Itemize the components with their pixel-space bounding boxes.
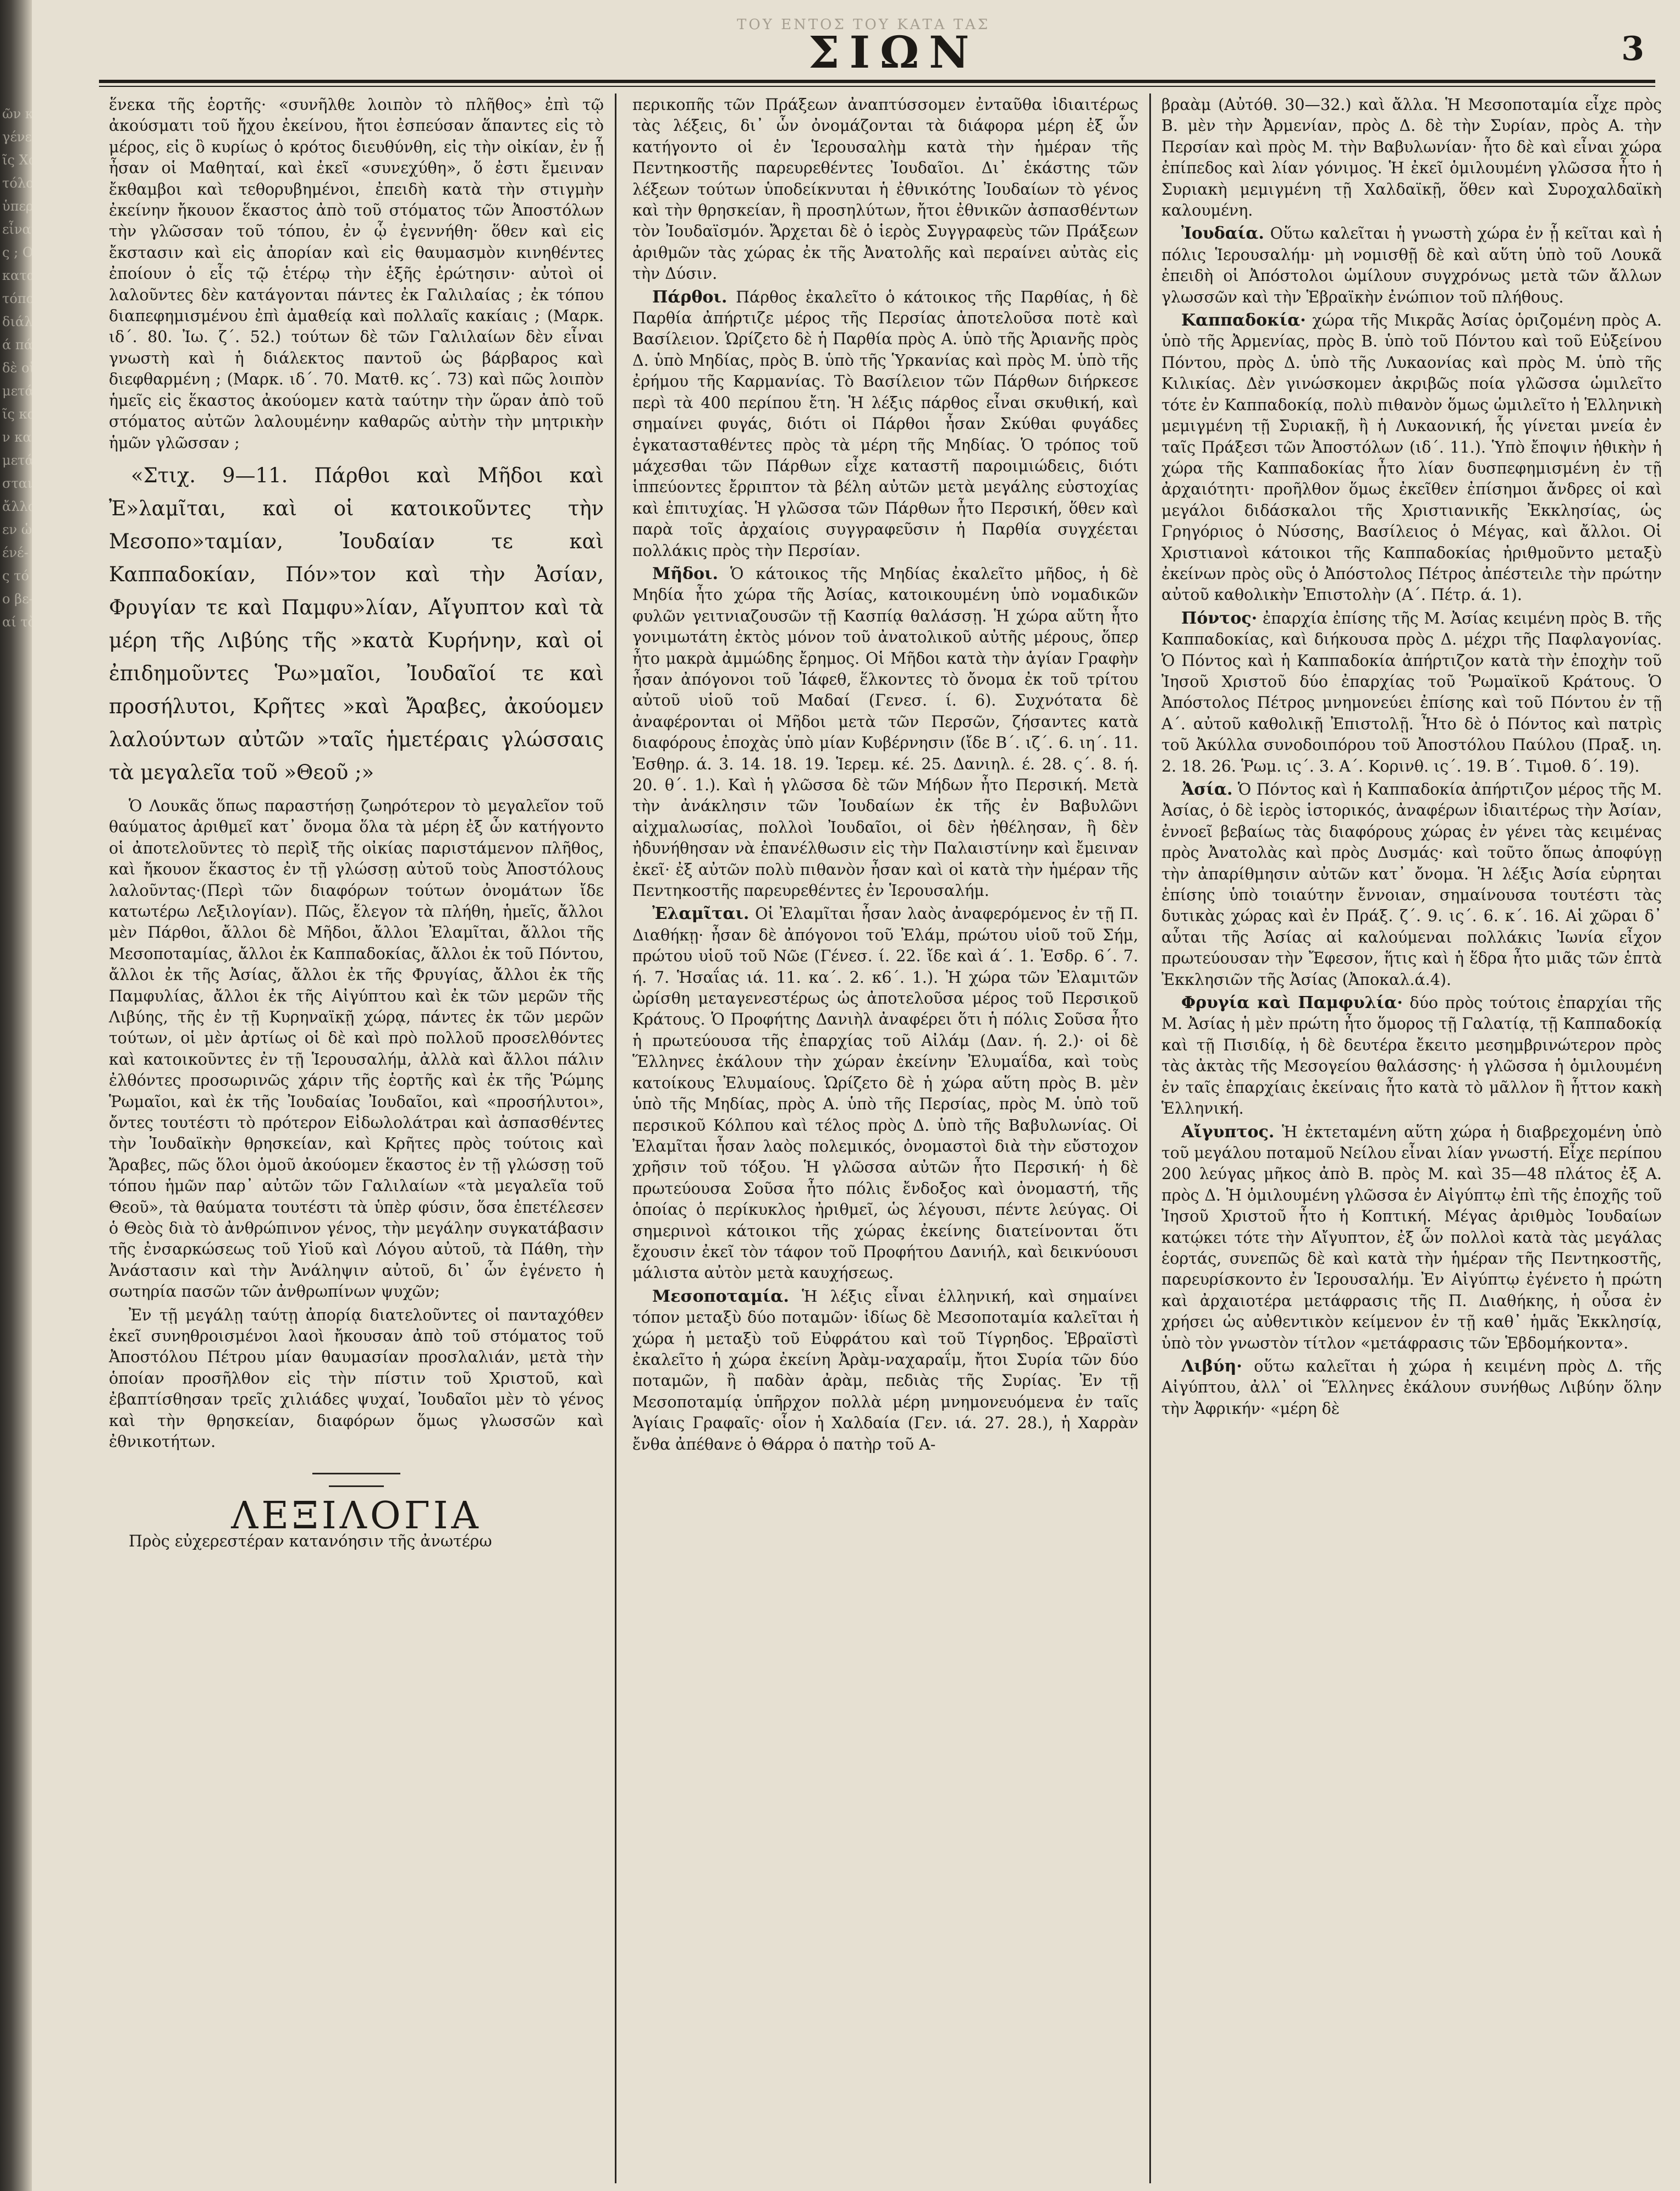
scripture-quote: [109, 459, 604, 789]
header-rule: [99, 80, 1655, 83]
edge-fragment: ῖς κα-: [2, 406, 41, 422]
entry-kappadokia: [1161, 310, 1662, 606]
entry-heading: Μεσοποταμία.: [652, 1286, 789, 1306]
entry-heading: Αἴγυπτος.: [1181, 1122, 1275, 1142]
entry-heading: Μῆδοι.: [652, 564, 718, 583]
edge-fragment: μετά: [2, 383, 34, 399]
left-page-edge: [0, 0, 48, 2191]
entry-text: Πάρθος ἐκαλεῖτο ὁ κάτοικος τῆς Παρθίας, ἡ δὲ Παρθία ἀπήρτιζε μέρος τῆς Περσίας ἀποτελοῦσα ποτὲ καὶ Βασίλειον. Ὡρίζετο δὲ ἡ Παρθία πρὸς Α. ὑπὸ τῆς Ἀριανῆς πρὸς Δ. ὑπὸ Μηδίας, πρὸς Β. ὑπὸ τῆς Ὑρκανίας καὶ πρὸς Μ. ὑπὸ τῆς ἐρήμου τῆς Καρμανίας. Τὸ Βασίλειον τῶν Πάρθων διήρκεσε περὶ τὰ 400 περίπου ἔτη. Ἡ λέξις πάρθος εἶναι σκυθική, καὶ σημαίνει φυγάς, διότι οἱ Πάρθοι ἦσαν Σκύθαι φυγάδες ἐγκατασταθέντες πρὸς τὰ μέρη τῆς Μηδίας. Ὁ τρόπος τοῦ μάχεσθαι τῶν Πάρθων εἶχε καταστῆ παροιμιώδεις, διότι ἱππεύοντες ἔρριπτον τὰ βέλη αὐτῶν μετὰ μεγάλης εὐστοχίας καὶ ἐπιτυχίας. Ἡ γλῶσσα τῶν Πάρθων ἦτο Περσική, ὅθεν καὶ παρὰ τοῖς ἀρχαίοις συγγραφεῦσιν ἡ Παρθία συγχέεται πολλάκις πρὸς τὴν Περσίαν.: [632, 288, 1138, 560]
edge-fragment: αί τὸ: [2, 614, 36, 630]
edge-fragment: γένετο: [2, 129, 47, 145]
entry-text: χώρα τῆς Μικρᾶς Ἀσίας ὁριζομένη πρὸς Α. ὑπὸ τῆς Ἀρμενίας, πρὸς Β. ὑπὸ τοῦ Πόντου καὶ τοῦ Εὐξείνου Πόντου, πρὸς Δ. ὑπὸ τῆς Λυκαονίας καὶ πρὸς Μ. ὑπὸ τῆς Κιλικίας. Δὲν γινώσκομεν ἀκριβῶς ποία γλῶσσα ὡμιλεῖτο τότε ἐν Καππαδοκίᾳ, πολὺ πιθανὸν ὅμως ὡμιλεῖτο ἡ Ἑλληνικὴ μεμιγμένη τῇ Συριακῇ, ἢ ἡ Λυκαονική, ἧς γίνεται μνεία ἐν ταῖς Πράξεσι τῶν Ἀποστόλων (ιδ΄. 11.). Ὑπὸ ἔποψιν ἠθικὴν ἡ χώρα τῆς Καππαδοκίας ἦτο λίαν δυσπεφημισμένη ἐν τῇ ἀρχαιότητι· προῆλθον ὅμως ἐκεῖθεν ἐπίσημοι ἄνδρες οἱ καὶ μεγάλοι διδάσκαλοι τῆς Χριστιανικῆς Ἐκκλησίας, ὡς Γρηγόριος ὁ Νύσσης, Βασίλειος ὁ Μέγας, καὶ ἄλλοι. Οἱ Χριστιανοὶ κάτοικοι τῆς Καππαδοκίας ἠριθμοῦντο μεταξὺ ἐκείνων πρὸς οὓς ὁ Ἀπόστολος Πέτρος ἀπέστειλε τὴν πρώτην αὐτοῦ καθολικὴν Ἐπιστολὴν (Α΄. Πέτρ. ά. 1).: [1161, 311, 1662, 604]
section-divider: [329, 1485, 384, 1487]
entry-heading: Ἐλαμῖται.: [652, 904, 750, 924]
edge-fragment: εν ὡ-: [2, 522, 37, 537]
entry-heading: Φρυγία καὶ Παμφυλία·: [1181, 993, 1403, 1013]
entry-heading: Λιβύη·: [1181, 1356, 1242, 1376]
edge-fragment: ένέ-: [2, 545, 29, 560]
edge-fragment: ς τό: [2, 568, 29, 583]
page-number: 3: [1621, 30, 1644, 68]
entry-mesopotamia: [632, 1286, 1138, 1455]
paragraph: περικοπῆς τῶν Πράξεων ἀναπτύσσομεν ἐνταῦθα ἰδιαιτέρως τὰς λέξεις, δι᾽ ὧν ὀνομάζονται τὰ διάφορα μέρη ἐξ ὧν κατήγοντο οἱ ἐν Ἱερουσαλὴμ κατὰ τὴν ἡμέραν τῆς Πεντηκοστῆς παρευρεθέντες Ἰουδαῖοι. Δι᾽ ἑκάστης τῶν λέξεων τούτων ὑποδείκνυται ἡ ἐθνικότης Ἰουδαίων τὸ γένος καὶ τὴν θρησκείαν, ἢ προσηλύτων, ἤτοι ἐθνικῶν ἀσπασθέντων τὸν Ἰουδαϊσμόν. Ἄρχεται δὲ ὁ ἱερὸς Συγγραφεὺς τῶν Πράξεων ἀριθμῶν τὰς χώρας ἐκ τῆς Ἀνατολῆς καὶ περαίνει αὐτὰς εἰς τὴν Δύσιν.: [632, 96, 1138, 283]
quote-text: «Στιχ. 9—11. Πάρθοι καὶ Μῆδοι καὶ Ἐ»λαμῖται, καὶ οἱ κατοικοῦντες τὴν Μεσοπο»ταμίαν, Ἰουδαίαν τε καὶ Καππαδοκίαν, Πόν»τον καὶ τὴν Ἀσίαν, Φρυγίαν τε καὶ Παμφυ»λίαν, Αἴγυπτον καὶ τὰ μέρη τῆς Λιβύης τῆς »κατὰ Κυρήνην, καὶ οἱ ἐπιδημοῦντες Ῥω»μαῖοι, Ἰουδαῖοί τε καὶ προσήλυτοι, Κρῆτες »καὶ Ἄραβες, ἀκούομεν λαλούντων αὐτῶν »ταῖς ἡμετέραις γλώσσαις τὰ μεγαλεῖα τοῦ »Θεοῦ ;»: [109, 463, 604, 784]
paragraph: βραὰμ (Αὐτόθ. 30—32.) καὶ ἄλλα. Ἡ Μεσοποταμία εἶχε πρὸς Β. μὲν τὴν Ἀρμενίαν, πρὸς Δ. δὲ τὴν Συρίαν, πρὸς Α. τὴν Περσίαν καὶ πρὸς Μ. τὴν Βαβυλωνίαν· ἦτο δὲ καὶ εἶναι χώρα ἐπίπεδος καὶ λίαν γόνιμος. Ἡ ἐκεῖ ὁμιλουμένη γλῶσσα ἦτο ἡ Συριακὴ μεμιγμένη τῇ Χαλδαϊκῇ, ὅθεν καὶ Συροχαλδαϊκὴ καλουμένη.: [1161, 96, 1662, 220]
paragraph: Ἐν τῇ μεγάλῃ ταύτῃ ἀπορίᾳ διατελοῦντες οἱ πανταχόθεν ἐκεῖ συνηθροισμένοι λαοὶ ἤκουσαν ἀπὸ τοῦ στόματος τοῦ Ἀποστόλου Πέτρου μίαν θαυμασίαν προσλαλιάν, μετὰ τὴν ὁποίαν προσῆλθον εἰς τὴν πίστιν τοῦ Χριστοῦ, καὶ ἐβαπτίσθησαν τρεῖς χιλιάδες ψυχαί, Ἰουδαῖοι μὲν τὸ γένος καὶ τὴν θρησκείαν, διαφόρων ὅμως γλωσσῶν καὶ ἐθνικοτήτων.: [109, 1306, 604, 1451]
edge-fragment: μετά: [2, 453, 34, 468]
section-divider: [312, 1473, 400, 1474]
column-1: [109, 95, 604, 1554]
column-separator: [615, 93, 616, 2183]
entry-aigyptos: [1161, 1122, 1662, 1354]
entry-text: Οὕτω καλεῖται ἡ γνωστὴ χώρα ἐν ᾗ κεῖται καὶ ἡ πόλις Ἱερουσαλήμ· μὴ νομισθῇ δὲ καὶ αὕτη ὑπὸ τοῦ Λουκᾶ ἐπειδὴ οἱ Ἀπόστολοι ὡμίλουν συγχρόνως μετὰ τῶν ἄλλων γλωσσῶν καὶ τὴν Ἑβραϊκὴν ἐνώπιον τοῦ πλήθους.: [1161, 224, 1662, 306]
edge-fragment: τόπου: [2, 291, 42, 306]
edge-fragment: ς ; Οἱ: [2, 245, 38, 260]
column-separator: [1149, 93, 1151, 2183]
entry-text: ἐπαρχία ἐπίσης τῆς Μ. Ἀσίας κειμένη πρὸς Β. τῆς Καππαδοκίας, καὶ διήκουσα πρὸς Δ. μέχρι τῆς Παφλαγονίας. Ὁ Πόντος καὶ ἡ Καππαδοκία ἀπήρτιζον κατὰ τὴν ἐποχὴν τοῦ Ἰησοῦ Χριστοῦ δύο ἐπαρχίας τοῦ Ῥωμαϊκοῦ Κράτους. Ὁ Ἀπόστολος Πέτρος μνημονεύει ἐπίσης καὶ τοῦ Πόντου ἐν τῇ Α΄. αὐτοῦ καθολικῇ Ἐπιστολῇ. Ἦτο δὲ ὁ Πόντος καὶ πατρὶς τοῦ Ἀκύλλα συνοδοιπόρου τοῦ Ἀποστόλου Παύλου (Πραξ. ιη. 2. 18. 26. Ῥωμ. ις΄. 3. Α΄. Κορινθ. ις΄. 19. Β΄. Τιμοθ. δ΄. 19).: [1161, 609, 1662, 775]
edge-fragment: ά πά-: [2, 337, 37, 353]
masthead: [99, 16, 1655, 88]
entry-asia: [1161, 779, 1662, 990]
entry-medoi: [632, 564, 1138, 902]
edge-fragment: τόλοι,: [2, 175, 43, 191]
entry-text: Ἡ λέξις εἶναι ἑλληνική, καὶ σημαίνει τόπον μεταξὺ δύο ποταμῶν· ἰδίως δὲ Μεσοποταμία καλεῖται ἡ χώρα ἡ μεταξὺ τοῦ Εὐφράτου καὶ τοῦ Τίγρηδος. Ἑβραϊστὶ ἐκαλεῖτο ἡ χώρα ἐκείνη Ἀρὰμ-ναχαραΐμ, ἤτοι Συρία τῶν δύο ποταμῶν, ἢ παδὰν ἀρὰμ, πεδιὰς τῆς Συρίας. Ἐν τῇ Μεσοποταμίᾳ ὑπῆρχον πολλὰ μέρη μνημονευόμενα ἐν ταῖς Ἁγίαις Γραφαῖς· οἷον ἡ Χαλδαία (Γεν. ιά. 27. 28.), ἡ Χαρρὰν ἔνθα ἀπέθανε ὁ Θάρρα ὁ πατὴρ τοῦ Α-: [632, 1287, 1138, 1454]
entry-text: Ὁ Πόντος καὶ ἡ Καππαδοκία ἀπήρτιζον μέρος τῆς Μ. Ἀσίας, ὁ δὲ ἱερὸς ἱστορικός, ἀναφέρων ἰδιαιτέρως τὴν Ἀσίαν, ἐννοεῖ βεβαίως τὰς διαφόρους χώρας ἐν γένει τὰς κειμένας πρὸς Ἀνατολὰς καὶ πρὸς Δυσμάς· καὶ τοῦτο ὅπως ἀποφύγῃ τὴν ἀπαρίθμησιν αὐτῶν κατ᾽ ὄνομα. Ἡ λέξις Ἀσία εὑρηται ἐπίσης ὑπὸ τοιαύτην ἔννοιαν, σημαίνουσα τουτέστι τὰς δυτικὰς χώρας καὶ ἐν Πράξ. ζ΄. 9. ις΄. 6. κ΄. 16. Αἱ χῶραι δ᾽ αὗται τῆς Ἀσίας αἱ καλούμεναι πολλάκις Ἰωνία εἶχον πρωτεύουσαν τὴν Ἔφεσον, ἥτις καὶ ἡ ἕδρα ἦτο μιᾶς τῶν ἑπτὰ Ἐκκλησιῶν τῆς Ἀσίας (Ἀποκαλ.ά.4).: [1161, 780, 1662, 989]
edge-fragment: ἄλλας: [2, 499, 45, 514]
section-heading-lexilogia: ΛΕΞΙΛΟΓΙΑ: [231, 1494, 482, 1538]
paragraph: ἕνεκα τῆς ἑορτῆς· «συνῆλθε λοιπὸν τὸ πλῆθος» ἐπὶ τῷ ἀκούσματι τοῦ ἤχου ἐκείνου, ἤτοι ἐσπεύσαν ἅπαντες εἰς τὸ μέρος, εἰς ὃ κυρίως ὁ κρότος διευθύνθη, εἰς τὴν οἰκίαν, ἐν ᾗ ἦσαν οἱ Μαθηταί, καὶ ἐκεῖ «συνεχύθη», ὅ ἐστι ἔμειναν ἔκθαμβοι καὶ τεθορυβημένοι, ἐπειδὴ κατὰ τὴν στιγμὴν ἐκείνην ἤκουον ἕκαστος ἀπὸ τοῦ στόματος τῶν Ἀποστόλων τὴν γλῶσσαν τοῦ τόπου, ἐν ᾧ ἐγεννήθη· ὅθεν καὶ εἰς ἔκστασιν καὶ εἰς ἀπορίαν καὶ εἰς θαυμασμὸν κινηθέντες ἐποίουν ὁ εἷς τῷ ἑτέρῳ τὴν ἑξῆς ἐρώτησιν· αὐτοὶ οἱ λαλοῦντες δὲν κατάγονται πάντες ἐκ Γαλιλαίας ; ἐκ τόπου διαπεφημισμένου ἐπὶ ἀμαθείᾳ καὶ πολλαῖς κακίαις ; (Μαρκ. ιδ΄. 80. Ἰω. ζ΄. 52.) τούτων δὲ τῶν Γαλιλαίων δὲν εἶναι γνωστὴ καὶ ἡ διάλεκτος παντοῦ ὡς βάρβαρος καὶ διεφθαρμένη ; (Μαρκ. ιδ΄. 70. Ματθ. κς΄. 73) καὶ πῶς λοιπὸν ἡμεῖς εἰς ἕκαστος ἀκούομεν κατὰ ταύτην τὴν ὥραν ἀπὸ τοῦ στόματος αὐτῶν λαλουμένην καθαρῶς αὐτὴν τὴν μητρικὴν ἡμῶν γλῶσσαν ;: [109, 96, 604, 452]
entry-heading: Πάρθοι.: [652, 287, 728, 307]
entry-heading: Ἀσία.: [1181, 780, 1233, 799]
entry-text: Ἡ ἐκτεταμένη αὕτη χώρα ἡ διαβρεχομένη ὑπὸ τοῦ μεγάλου ποταμοῦ Νείλου εἶναι λίαν γνωστή. Εἶχε περίπου 200 λεύγας μῆκος ἀπὸ Β. πρὸς Μ. καὶ 35—48 πλάτος ἐξ Α. πρὸς Δ. Ἡ ὁμιλουμένη γλῶσσα ἐν Αἰγύπτῳ ἐπὶ τῆς ἐποχῆς τοῦ Ἰησοῦ Χριστοῦ ἦτο ἡ Κοπτική. Μέγας ἀριθμὸς Ἰουδαίων κατῴκει τότε τὴν Αἴγυπτον, ἐξ ὧν πολλοὶ κατὰ τὰς μεγάλας ἑορτάς, συνεπῶς δὲ καὶ κατὰ τὴν ἡμέραν τῆς Πεντηκοστῆς, παρευρίσκοντο ἐν Ἱερουσαλήμ. Ἐν Αἰγύπτῳ ἐγένετο ἡ πρώτη καὶ ἀρχαιοτέρα μετάφρασις τῆς Π. Διαθήκης, ἡ οὖσα ἐν χρήσει ὡς αὐθεντικὸν κείμενον ἐν τῇ καθ᾽ ἡμᾶς Ἐκκλησίᾳ, ὑπὸ τὸν γνωστὸν τίτλον «μετάφρασις τῶν Ἑβδομήκοντα».: [1161, 1122, 1662, 1352]
entry-text: Ὁ κάτοικος τῆς Μηδίας ἐκαλεῖτο μῆδος, ἡ δὲ Μηδία ἦτο χώρα τῆς Ἀσίας, κατοικουμένη ὑπὸ νομαδικῶν φυλῶν γειτνιαζουσῶν τῇ Κασπίᾳ θαλάσσῃ. Ἡ χώρα αὕτη ἦτο γονιμωτάτη ἐκτὸς μόνον τοῦ ἀνατολικοῦ αὐτῆς μέρους, ὅπερ ἦτο μακρὰ ἀμμώδης ἔρημος. Οἱ Μῆδοι κατὰ τὴν ἁγίαν Γραφὴν ἦσαν ἀπόγονοι τοῦ Ἰάφεθ, ἕλκοντες τὸ ὄνομα ἐκ τοῦ τρίτου αὐτοῦ υἱοῦ τοῦ Μαδαί (Γενεσ. ί. 6). Συχνότατα δὲ ἀναφέρονται οἱ Μῆδοι μετὰ τῶν Περσῶν, ζήσαντες κατὰ διαφόρους ἐποχὰς ὑπὸ μίαν Κυβέρνησιν (ἴδε Β΄. ιζ΄. 6. ιη΄. 11. Ἐσθηρ. ά. 3. 14. 18. 19. Ἱερεμ. κέ. 25. Δανιηλ. έ. 28. ς΄. 8. ή. 20. θ΄. 1.). Καὶ ἡ γλῶσσα δὲ τῶν Μήδων ἦτο Περσική. Μετὰ τὴν ἀνάκλησιν τῶν Ἰουδαίων ἐκ τῆς ἐν Βαβυλῶνι αἰχμαλωσίας, πολλοὶ Ἰουδαῖοι, οἱ δὲν ἠθέλησαν, ἢ δὲν ἠδυνήθησαν νὰ ἐπανέλθωσιν εἰς τὴν Παλαιστίνην καὶ ἔμειναν ἐκεῖ· ἐξ αὐτῶν πολὺ πιθανὸν ἦσαν καὶ οἱ κατὰ τὴν ἡμέραν τῆς Πεντηκοστῆς παρευρεθέντες ἐν Ἱερουσαλήμ.: [632, 564, 1139, 900]
column-3: [1161, 95, 1662, 1422]
edge-fragment: δὲ οἱ: [2, 360, 35, 376]
edge-fragment: κατα-: [2, 268, 40, 283]
edge-fragment: ὑπερ-: [2, 199, 38, 214]
entry-elamitai: [632, 904, 1138, 1284]
entry-frygia: [1161, 993, 1662, 1119]
edge-fragment: ῖς Χα-: [2, 152, 42, 168]
edge-fragment: ῶν καὶ: [2, 106, 48, 122]
edge-fragment: ν καὶ: [2, 430, 37, 445]
entry-heading: Καππαδοκία·: [1181, 311, 1306, 331]
edge-fragment: εἶναι: [2, 222, 37, 237]
entry-pontos: [1161, 608, 1662, 777]
column-2: [632, 95, 1138, 1457]
entry-heading: Ἰουδαία.: [1181, 224, 1264, 244]
entry-text: οὕτω καλεῖται ἡ χώρα ἡ κειμένη πρὸς Δ. τῆς Αἰγύπτου, ἀλλ᾽ οἱ Ἕλληνες ἐκάλουν συνήθως Λιβύην ὅλην τὴν Ἀφρικήν· «μέρη δὲ: [1161, 1357, 1662, 1418]
entry-text: δύο πρὸς τούτοις ἐπαρχίαι τῆς Μ. Ἀσίας ἡ μὲν πρώτη ἦτο ὅμορος τῇ Γαλατίᾳ, τῇ Καππαδοκίᾳ καὶ τῇ Πισιδίᾳ, ἡ δὲ δευτέρα ἔκειτο μεσημβρινώτερον πρὸς τὰς ἀκτὰς τῆς Μεσογείου θαλάσσης· ἡ γλῶσσα ἡ ὁμιλουμένη ἐν ταῖς ἐπαρχίαις ἐκείναις ἦτο κατὰ τὸ μᾶλλον ἢ ἧττον κακὴ Ἑλληνική.: [1161, 994, 1662, 1118]
entry-libyi: [1161, 1356, 1662, 1419]
entry-text: Οἱ Ἐλαμῖται ἦσαν λαὸς ἀναφερόμενος ἐν τῇ Π. Διαθήκῃ· ἦσαν δὲ ἀπόγονοι τοῦ Ἐλάμ, πρώτου υἱοῦ τοῦ Σήμ, πρώτου υἱοῦ τοῦ Νῶε (Γένεσ. ί. 22. ἴδε καὶ ά΄. 1. Ἐσδρ. 6΄. 7. ή. 7. Ἡσαΐας ιά. 11. κα΄. 2. κ6΄. 1.). Ἡ χώρα τῶν Ἐλαμιτῶν ὠρίσθη μεταγενεστέρως ὡς ἀποτελοῦσα μέρος τοῦ Περσικοῦ Κράτους. Ὁ Προφήτης Δανιὴλ ἀναφέρει ὅτι ἡ πόλις Σοῦσα ἦτο ἡ πρωτεύουσα τῆς ἐπαρχίας τοῦ Αἰλάμ (Δαν. ή. 2.)· οἱ δὲ Ἕλληνες ἐκάλουν τὴν χώραν ἐκείνην Ἐλυμαΐδα, καὶ τοὺς κατοίκους Ἐλυμαίους. Ὡρίζετο δὲ ἡ χώρα αὕτη πρὸς Β. μὲν ὑπὸ τῆς Μηδίας, πρὸς Α. ὑπὸ τῆς Περσίας, πρὸς Μ. ὑπὸ τοῦ περσικοῦ Κόλπου καὶ τέλος πρὸς Δ. ὑπὸ τῆς Βαβυλωνίας. Οἱ Ἐλαμῖται ἦσαν λαὸς πολεμικός, ὀνομαστοὶ διὰ τὴν εὔστοχον χρῆσιν τοῦ τόξου. Ἡ γλῶσσα αὐτῶν ἦτο Περσική· ἡ δὲ πρωτεύουσα Σοῦσα ἦτο πόλις ἔνδοξος καὶ ὀνομαστή, τῆς ὁποίας ὁ περίκυκλος ἠριθμεῖ, ὡς λέγουσι, πέντε λεύγας. Οἱ σημερινοὶ κάτοικοι τῆς χώρας ἐκείνης διατείνονται ὅτι ἔχουσιν ἐκεῖ τὸν τάφον τοῦ Προφήτου Δανιήλ, καὶ δεικνύουσι μάλιστα αὐτὸν μετὰ καυχήσεως.: [632, 905, 1139, 1282]
entry-ioudaia: [1161, 223, 1662, 308]
newspaper-title: ΣΙΩΝ: [808, 26, 979, 78]
header-rule-thin: [99, 86, 1655, 87]
faded-running-head: ΤΟΥ ΕΝΤΟΣ ΤΟΥ ΚΑΤΑ ΤΑΣ: [737, 16, 990, 33]
entry-parthoi: [632, 287, 1138, 561]
edge-fragment: διάλε-: [2, 314, 44, 329]
edge-fragment: σταν-: [2, 476, 40, 491]
paragraph: Ὁ Λουκᾶς ὅπως παραστήσῃ ζωηρότερον τὸ μεγαλεῖον τοῦ θαύματος ἀριθμεῖ κατ᾽ ὄνομα ὅλα τὰ μέρη ἐξ ὧν κατήγοντο οἱ ἀποτελοῦντες τὸ περὶξ τῆς οἰκίας παριστάμενον πλῆθος, καὶ ἤκουον ἕκαστος ἐν τῇ γλώσσῃ αὐτοῦ τοὺς Ἀποστόλους λαλοῦντας·(Περὶ τῶν διαφόρων τούτων ὀνομάτων ἴδε κατωτέρω Λεξιλογίαν). Πῶς, ἔλεγον τὰ πλήθη, ἡμεῖς, ἄλλοι μὲν Πάρθοι, ἄλλοι δὲ Μῆδοι, ἄλλοι Ἐλαμῖται, ἄλλοι τῆς Μεσοποταμίας, ἄλλοι ἐκ Καππαδοκίας, ἄλλοι ἐκ τοῦ Πόντου, ἄλλοι ἐκ τῆς Ἀσίας, ἄλλοι ἐκ τῆς Φρυγίας, ἄλλοι ἐκ τῆς Παμφυλίας, ἄλλοι ἐκ τῆς Αἰγύπτου καὶ ἐκ τῶν μερῶν τῆς Λιβύης, τῆς ἐν τῇ Κυρηναϊκῇ χώρᾳ, πάντες ἐκ τῶν μερῶν τούτων, οἱ μὲν ἀρτίως οἱ δὲ καὶ πρὸ πολλοῦ προσελθόντες καὶ κατοικοῦντες ἐν τῇ Ἱερουσαλήμ, ἀλλὰ καὶ ἄλλοι πάλιν ἐλθόντες προσωρινῶς χάριν τῆς ἑορτῆς καὶ ἐκ τῆς Ῥώμης Ῥωμαῖοι, καὶ ἐκ τῆς Ἰουδαίας Ἰουδαῖοι, καὶ «προσήλυτοι», ὄντες τουτέστι τὸ πρότερον Εἰδωλολάτραι καὶ ἀσπασθέντες τὴν Ἰουδαϊκὴν θρησκείαν, καὶ Κρῆτες πρὸς τούτοις καὶ Ἄραβες, πῶς ὅλοι ὁμοῦ ἀκούομεν ἕκαστος ἐν τῇ γλώσσῃ τοῦ τόπου ἡμῶν παρ᾽ αὐτῶν τῶν Γαλιλαίων «τὰ μεγαλεῖα τοῦ Θεοῦ», τὰ θαύματα τουτέστι τὰ ὑπὲρ φύσιν, ὅσα ἐπετέλεσεν ὁ Θεὸς διὰ τὸ ἀνθρώπινον γένος, τὴν μεγάλην συγκατάβασιν τῆς ἐνσαρκώσεως τοῦ Υἱοῦ καὶ Λόγου αὐτοῦ, τὰ Πάθη, τὴν Ἀνάστασιν καὶ τὴν Ἀνάληψιν αὐτοῦ, δι᾽ ὧν ἐγένετο ἡ σωτηρία πασῶν τῶν ἀνθρωπίνων ψυχῶν;: [109, 796, 604, 1301]
paragraph: Πρὸς εὐχερεστέραν κατανόησιν τῆς ἀνωτέρω: [129, 1532, 492, 1550]
edge-fragment: ο βε-: [2, 591, 34, 607]
entry-heading: Πόντος·: [1181, 608, 1258, 628]
